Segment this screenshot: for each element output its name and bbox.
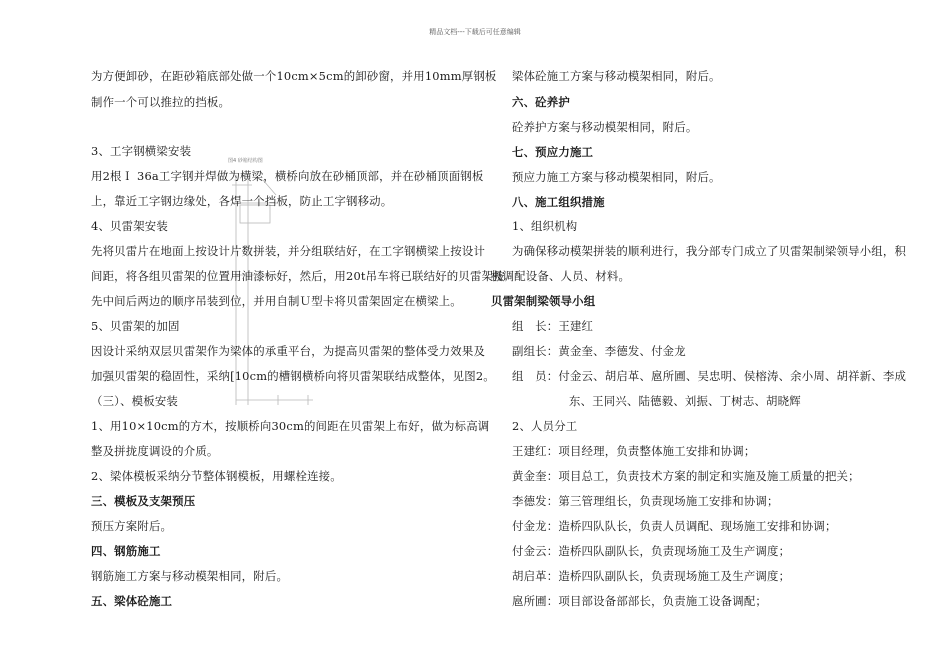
group-title: 贝雷架制梁领导小组 bbox=[491, 294, 596, 308]
section-heading: 八、施工组织措施 bbox=[512, 195, 605, 209]
section-heading: 六、砼养护 bbox=[512, 95, 570, 109]
right-line: 极调配设备、人员、材料。 bbox=[491, 269, 631, 283]
left-line: （三）、模板安装 bbox=[91, 394, 179, 408]
section-heading: 三、模板及支架预压 bbox=[91, 494, 196, 508]
left-line: 间距，将各组贝雷架的位置用油漆标好，然后，用20t吊车将已联结好的贝雷架按 bbox=[91, 269, 505, 283]
right-line: 付金龙：造桥四队队长，负责人员调配、现场施工安排和协调； bbox=[512, 519, 837, 533]
left-line: 为方便卸砂，在距砂箱底部处做一个10cm×5cm的卸砂窗，并用10mm厚钢板 bbox=[91, 69, 497, 83]
section-heading: 五、梁体砼施工 bbox=[91, 594, 173, 608]
left-line: 预压方案附后。 bbox=[91, 519, 173, 533]
right-line: 1、组织机构 bbox=[512, 219, 578, 233]
figure-caption: 图4 砂箱结构图 bbox=[228, 158, 263, 164]
left-line: 制作一个可以推拉的挡板。 bbox=[91, 95, 231, 109]
right-line: 组 长：王建红 bbox=[512, 319, 594, 333]
right-line: 扈所圃：项目部设备部部长，负责施工设备调配； bbox=[512, 594, 767, 608]
right-line: 组 员：付金云、胡启革、扈所圃、吴忠明、侯榕涛、余小周、胡祥新、李成 bbox=[512, 369, 907, 383]
section-heading: 七、预应力施工 bbox=[512, 145, 594, 159]
left-line: 因设计采纳双层贝雷架作为梁体的承重平台，为提高贝雷架的整体受力效果及 bbox=[91, 344, 486, 358]
left-line: 5、贝雷架的加固 bbox=[91, 319, 180, 333]
left-line: 加强贝雷架的稳固性，采纳[10cm的槽钢横桥向将贝雷架联结成整体，见图2。 bbox=[91, 369, 495, 383]
right-line: 东、王同兴、陆德毅、刘振、丁树志、胡晓辉 bbox=[569, 394, 801, 408]
left-line: 2、梁体模板采纳分节整体钢模板，用螺栓连接。 bbox=[91, 469, 342, 483]
right-line: 胡启革：造桥四队副队长，负责现场施工及生产调度； bbox=[512, 569, 791, 583]
right-line: 砼养护方案与移动模架相同，附后。 bbox=[512, 120, 698, 134]
left-line: 先中间后两边的顺序吊装到位，并用自制Ｕ型卡将贝雷架固定在横梁上。 bbox=[91, 294, 462, 308]
right-line: 李德发：第三管理组长，负责现场施工安排和协调； bbox=[512, 494, 779, 508]
right-line: 付金云：造桥四队副队长，负责现场施工及生产调度； bbox=[512, 544, 791, 558]
left-line: 先将贝雷片在地面上按设计片数拼装，并分组联结好，在工字钢横梁上按设计 bbox=[91, 244, 486, 258]
right-line: 王建红：项目经理，负责整体施工安排和协调； bbox=[512, 444, 756, 458]
left-line: 整及拼拢度调设的介质。 bbox=[91, 444, 219, 458]
section-heading: 四、钢筋施工 bbox=[91, 544, 161, 558]
right-line: 2、人员分工 bbox=[512, 419, 578, 433]
left-line: 4、贝雷架安装 bbox=[91, 219, 168, 233]
left-line: 钢筋施工方案与移动模架相同，附后。 bbox=[91, 569, 289, 583]
left-line: 1、用10×10cm的方木，按顺桥向30cm的间距在贝雷架上布好，做为标高调 bbox=[91, 419, 490, 433]
page-header: 精品文档---下载后可任意编辑 bbox=[429, 28, 521, 36]
right-line: 预应力施工方案与移动模架相同，附后。 bbox=[512, 170, 721, 184]
left-line: 3、工字钢横梁安装 bbox=[91, 144, 192, 158]
right-line: 梁体砼施工方案与移动模架相同，附后。 bbox=[512, 69, 721, 83]
right-line: 为确保移动模架拼装的顺利进行，我分部专门成立了贝雷架制梁领导小组，积 bbox=[512, 244, 907, 258]
left-line: 用2根Ｉ 36a工字钢并焊做为横梁，横桥向放在砂桶顶部，并在砂桶顶面钢板 bbox=[91, 169, 484, 183]
right-line: 黄金奎：项目总工，负责技术方案的制定和实施及施工质量的把关； bbox=[512, 469, 860, 483]
left-line: 上，靠近工字钢边缘处，各焊一个挡板，防止工字钢移动。 bbox=[91, 194, 393, 208]
right-line: 副组长：黄金奎、李德发、付金龙 bbox=[512, 344, 686, 358]
